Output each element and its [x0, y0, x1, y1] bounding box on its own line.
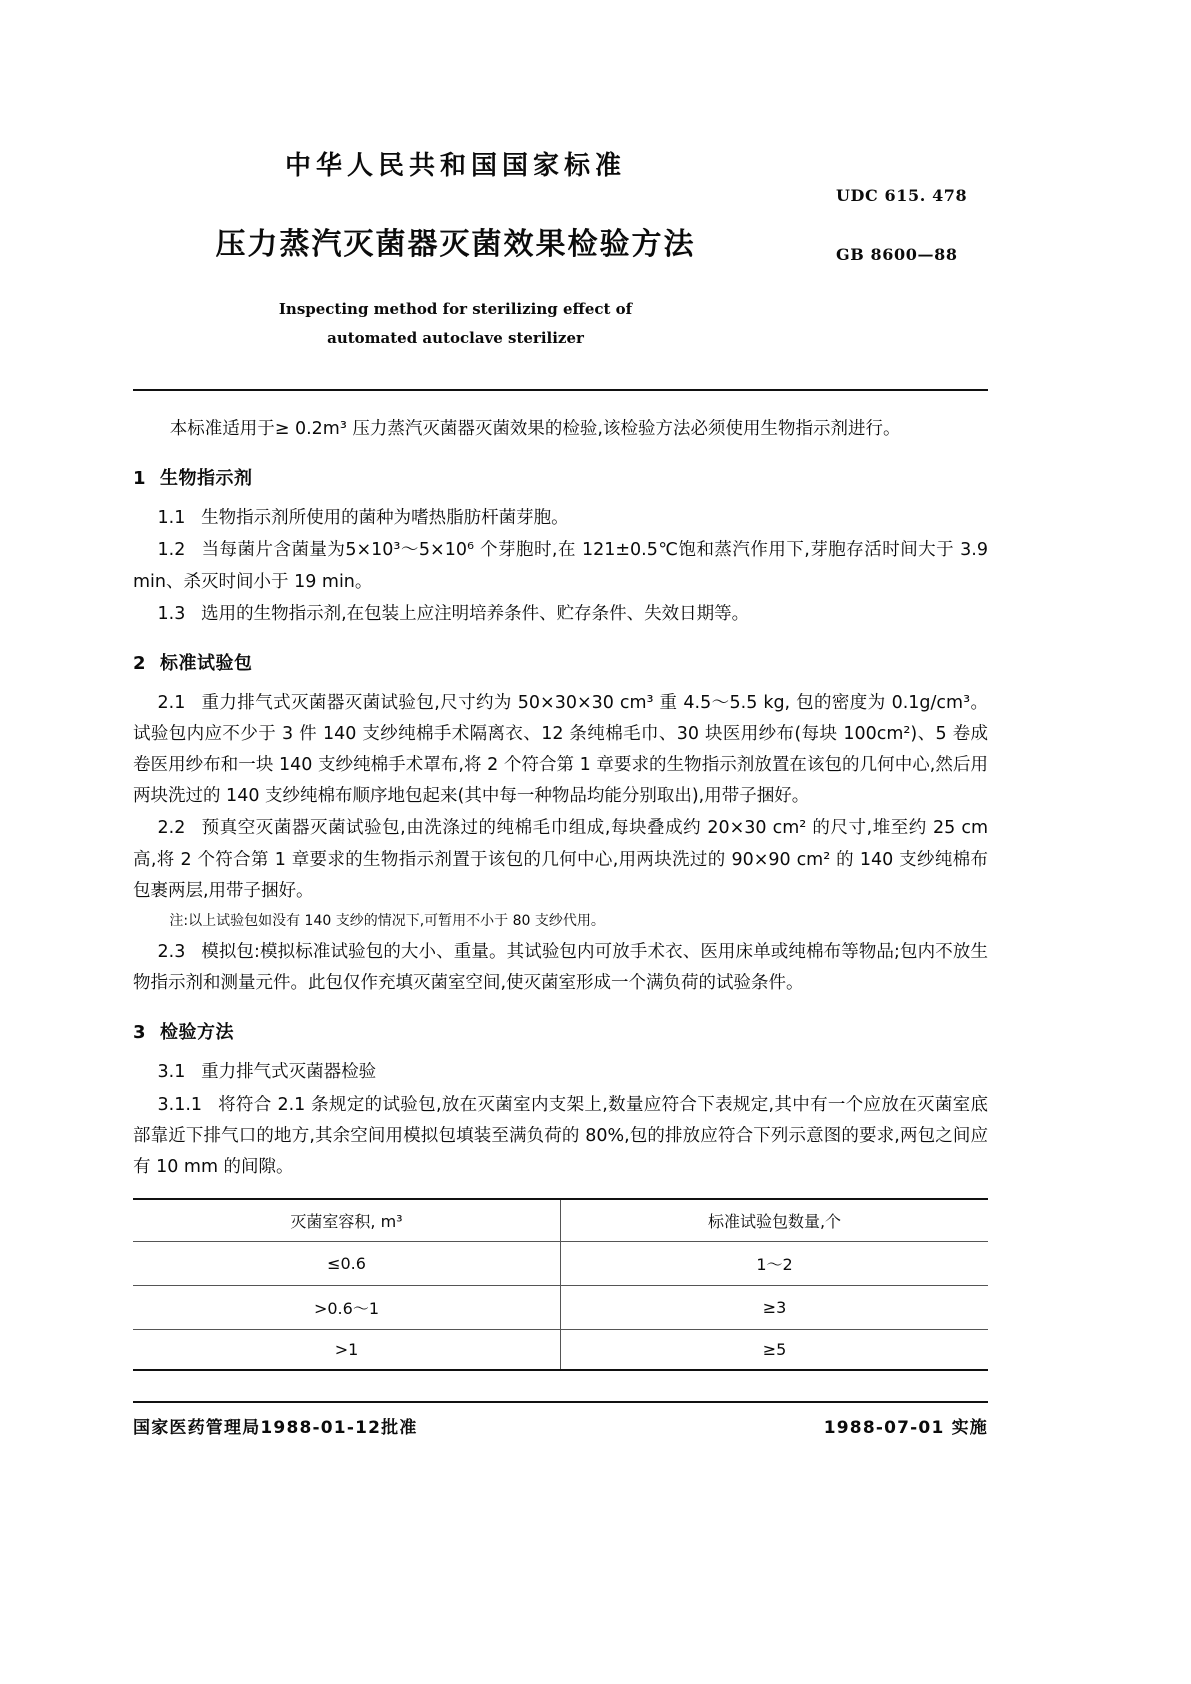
table-header	[133, 1199, 988, 1242]
table-row	[133, 1285, 988, 1329]
clause-text-2-3: 模拟包:模拟标准试验包的大小、重量。其试验包内可放手术衣、医用床单或纯棉布等物品;包内不放生物指示剂和测量元件。此包仅作充填灭菌室空间,使灭菌室形成一个满负荷的试验条件。	[133, 941, 988, 993]
clause-number-1-3: 1.3	[157, 603, 186, 624]
english-title-line-2: automated autoclave sterilizer	[327, 328, 584, 347]
clause-text-2-1: 重力排气式灭菌器灭菌试验包,尺寸约为 50×30×30 cm³ 重 4.5～5.5 kg, 包的密度为 0.1g/cm³。试验包内应不少于 3 件 140 支纱纯棉手术隔离衣、12 条纯棉毛巾、30 块医用纱布(每块 100cm²)、5 卷成卷医用纱布和一块 140 支纱纯棉手术罩布,将 2 个符合第 1 章要求的生物指示剂放置在该包的几何中心,然后用两块洗过的 140 支纱纯棉布顺序地包起来(其中每一种物品均能分别取出),用带子捆好。	[133, 692, 988, 807]
section-number-2: 2	[133, 652, 147, 674]
clause-2-1	[133, 688, 988, 813]
clause-1-1	[133, 503, 988, 534]
clause-text-3-1-1: 将符合 2.1 条规定的试验包,放在灭菌室内支架上,数量应符合下表规定,其中有一个应放在灭菌室底部靠近下排气口的地方,其余空间用模拟包填装至满负荷的 80%,包的排放应符合下列示意图的要求,两包之间应有 10 mm 的间隙。	[133, 1095, 988, 1178]
footer-approval-text: 国家医药管理局1988-01-12批准	[133, 1417, 418, 1438]
table-cell-volume: >0.6～1	[133, 1285, 561, 1329]
clause-number-2-2: 2.2	[157, 818, 186, 839]
clause-number-3-1: 3.1	[157, 1062, 186, 1083]
udc-classification: UDC 615. 478	[836, 186, 968, 205]
page-content	[133, 0, 988, 1438]
scope-paragraph: 本标准适用于≥ 0.2m³ 压力蒸汽灭菌器灭菌效果的检验,该检验方法必须使用生物指示剂进行。	[169, 419, 901, 440]
clause-3-1	[133, 1057, 988, 1088]
document-body	[133, 414, 988, 1184]
clause-number-3-1-1: 3.1.1	[157, 1095, 203, 1116]
table-cell-volume: ≤0.6	[133, 1241, 561, 1285]
masthead	[133, 0, 988, 353]
table-row	[133, 1241, 988, 1285]
clause-number-1-2: 1.2	[157, 540, 186, 561]
clause-text-3-1: 重力排气式灭菌器检验	[201, 1062, 377, 1083]
section-title-1: 生物指示剂	[160, 468, 253, 490]
table-cell-volume: >1	[133, 1329, 561, 1370]
section-2-note: 注:以上试验包如没有 140 支纱的情况下,可暂用不小于 80 支纱代用。	[169, 912, 605, 929]
clause-3-1-1	[133, 1090, 988, 1183]
page-footer	[133, 1413, 988, 1438]
section-heading-1	[133, 463, 988, 495]
section-title-2: 标准试验包	[160, 652, 253, 674]
clause-text-1-2: 当每菌片含菌量为5×10³～5×10⁶ 个芽胞时,在 121±0.5℃饱和蒸汽作用下,芽胞存活时间大于 3.9 min、杀灭时间小于 19 min。	[133, 540, 988, 592]
section-heading-3	[133, 1017, 988, 1049]
table-body	[133, 1241, 988, 1370]
clause-text-1-1: 生物指示剂所使用的菌种为嗜热脂肪杆菌芽胞。	[201, 508, 569, 529]
clause-2-2	[133, 813, 988, 906]
table-row	[133, 1329, 988, 1370]
clause-2-3	[133, 937, 988, 999]
document-title: 压力蒸汽灭菌器灭菌效果检验方法	[215, 226, 696, 262]
gb-standard-number: GB 8600—88	[836, 245, 958, 264]
table-cell-count: ≥5	[561, 1329, 989, 1370]
footer-implementation-date: 1988-07-01 实施	[823, 1417, 988, 1438]
footer-divider-rule	[133, 1401, 988, 1403]
clause-1-2	[133, 535, 988, 597]
header-divider-rule	[133, 389, 988, 391]
clause-text-2-2: 预真空灭菌器灭菌试验包,由洗涤过的纯棉毛巾组成,每块叠成约 20×30 cm² 的尺寸,堆至约 25 cm 高,将 2 个符合第 1 章要求的生物指示剂置于该包的几何中心,用两块洗过的 90×90 cm² 的 140 支纱纯棉布包裹两层,用带子捆好。	[133, 818, 988, 901]
english-title	[133, 295, 778, 354]
national-standard-title: 中华人民共和国国家标准	[284, 151, 626, 181]
table-cell-count: ≥3	[561, 1285, 989, 1329]
clause-number-2-1: 2.1	[157, 692, 186, 713]
section-number-3: 3	[133, 1022, 147, 1044]
test-pack-quantity-table	[133, 1198, 988, 1371]
table-header-chamber-volume: 灭菌室容积, m³	[133, 1199, 561, 1242]
table-cell-count: 1～2	[561, 1241, 989, 1285]
section-number-1: 1	[133, 468, 147, 490]
table-header-row	[133, 1199, 988, 1242]
clause-number-2-3: 2.3	[157, 941, 186, 962]
section-title-3: 检验方法	[160, 1022, 235, 1044]
clause-text-1-3: 选用的生物指示剂,在包装上应注明培养条件、贮存条件、失效日期等。	[201, 603, 750, 624]
clause-number-1-1: 1.1	[157, 508, 186, 529]
table-header-pack-count: 标准试验包数量,个	[561, 1199, 989, 1242]
clause-1-3	[133, 599, 988, 630]
section-heading-2	[133, 648, 988, 680]
english-title-line-1: Inspecting method for sterilizing effect of	[278, 299, 633, 318]
